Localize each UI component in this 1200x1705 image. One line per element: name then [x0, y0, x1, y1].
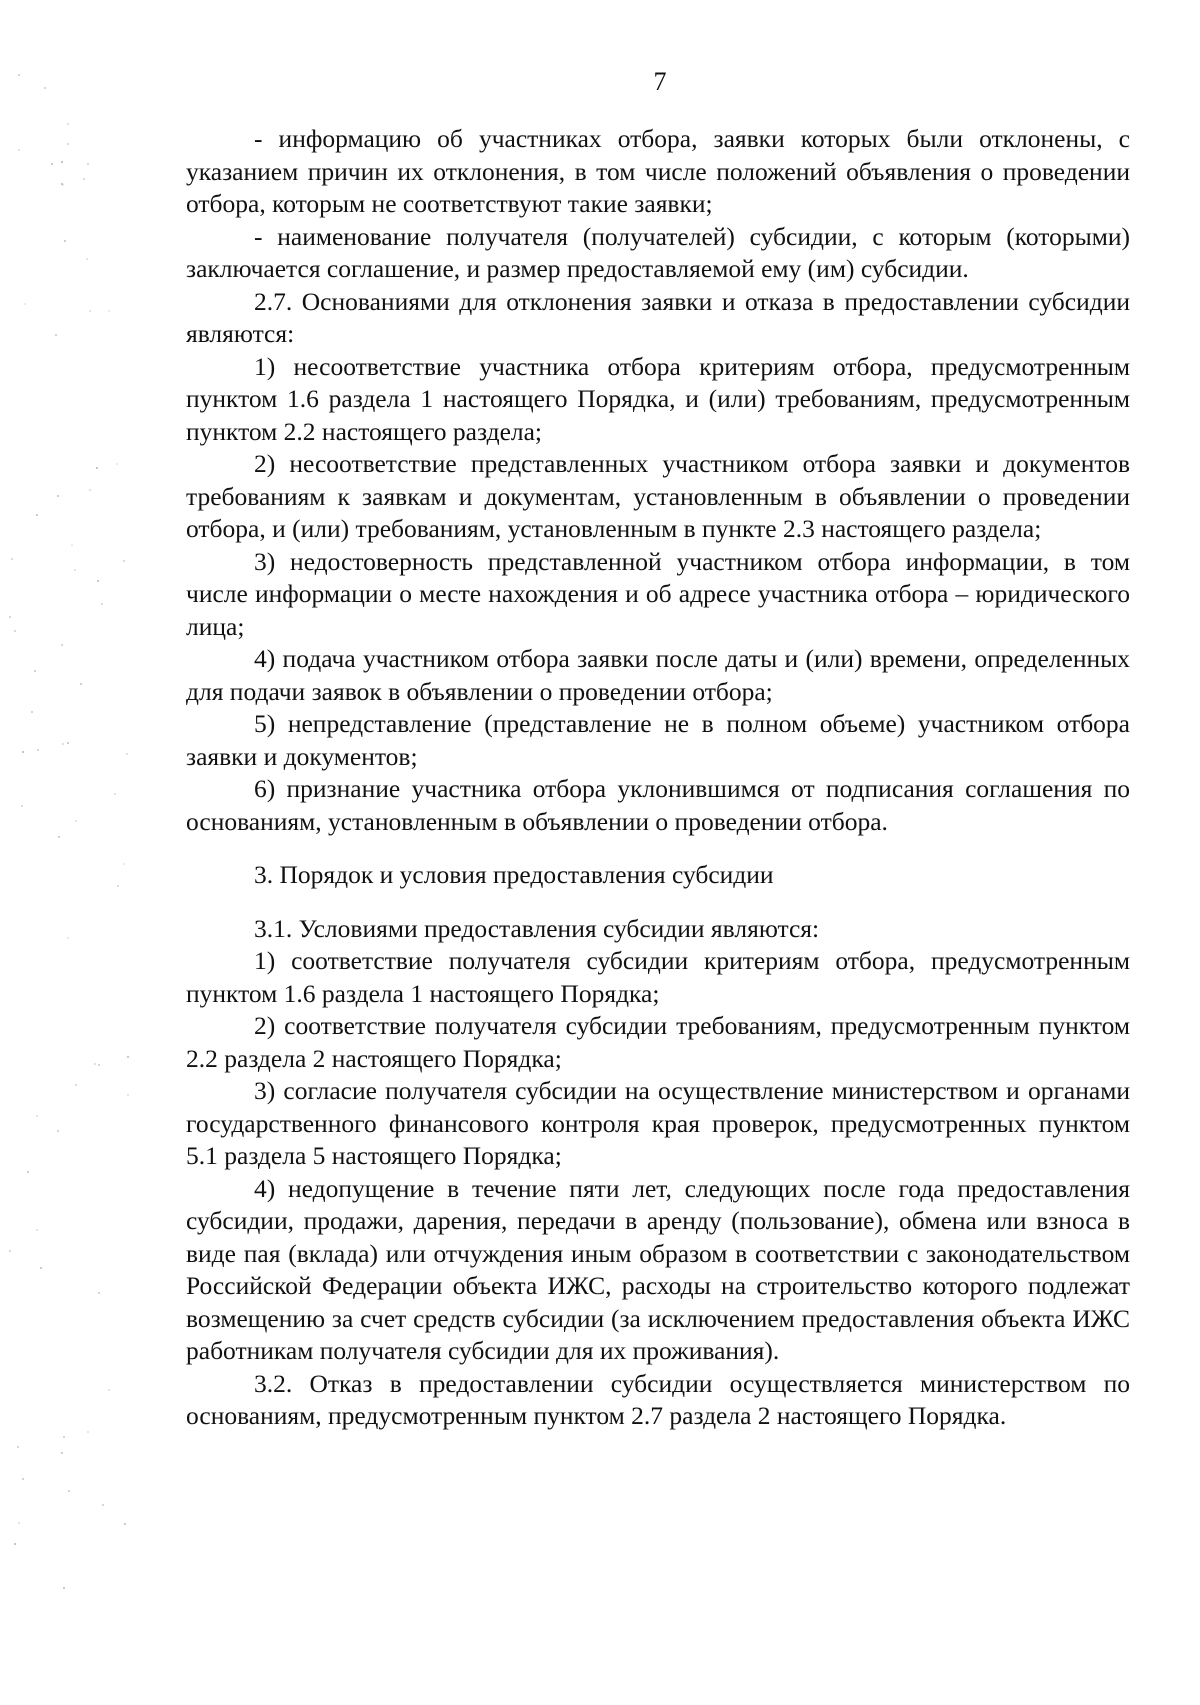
scan-margin-noise	[0, 0, 140, 1705]
paragraph-3-1-item-3: 3) согласие получателя субсидии на осуществление министерством и органами государственного финансового контроля края проверок, предусмотренных пунктом 5.1 раздела 5 настоящего Порядка;	[186, 1076, 1130, 1170]
scan-speck	[61, 161, 63, 163]
paragraph-2-7-item-3: 3) недостоверность представленной участником отбора информации, в том числе информации о месте нахождения и об адресе участника отбора – юридического лица;	[186, 546, 1130, 641]
paragraph-3-2-refusal: 3.2. Отказ в предоставлении субсидии осуществляется министерством по основаниям, предусмотренным пунктом 2.7 раздела 2 настоящего Порядка.	[186, 1368, 1130, 1430]
paragraph-3-1-item-2: 2) соответствие получателя субсидии требованиям, предусмотренным пунктом 2.2 раздела 2 настоящего Порядка;	[186, 1011, 1130, 1073]
scan-speck	[127, 1094, 129, 1096]
scan-speck	[40, 1267, 42, 1269]
scan-speck	[63, 1436, 65, 1438]
paragraph-3-1-conditions: 3.1. Условиями предоставления субсидии являются:	[254, 913, 820, 943]
scan-speck	[96, 467, 98, 469]
scan-speck	[21, 805, 23, 807]
scan-speck	[36, 514, 38, 516]
scan-speck	[22, 751, 24, 753]
scan-speck	[18, 1522, 20, 1524]
scan-speck	[116, 463, 118, 465]
scan-speck	[83, 178, 85, 180]
document-body	[186, 123, 1130, 1433]
scan-speck	[27, 1171, 29, 1173]
paragraph-2-7-item-1: 1) несоответствие участника отбора критериям отбора, предусмотренным пунктом 1.6 раздела 1 настоящего Порядка, и (или) требованиям, предусмотренным пунктом 2.2 настоящего раздела;	[186, 351, 1130, 446]
scan-speck	[98, 1292, 100, 1294]
scan-speck	[67, 937, 69, 939]
paragraph-recipient-name: - наименование получателя (получателей) субсидии, с которым (которыми) заключается соглашение, и размер предоставляемой ему (им) субсидии.	[186, 221, 1130, 283]
scan-speck	[67, 742, 69, 744]
paragraph-3-1-item-1: 1) соответствие получателя субсидии критериям отбора, предусмотренным пунктом 1.6 раздела 1 настоящего Порядка;	[186, 946, 1130, 1008]
scan-speck	[126, 753, 128, 755]
scan-speck	[14, 1543, 16, 1545]
scan-speck	[123, 863, 125, 865]
paragraph-2-7-grounds: 2.7. Основаниями для отклонения заявки и отказа в предоставлении субсидии являются:	[186, 286, 1130, 348]
scan-speck	[51, 163, 53, 165]
scan-speck	[34, 670, 36, 672]
scan-speck	[64, 240, 66, 242]
scan-speck	[61, 644, 63, 646]
scan-speck	[67, 143, 69, 145]
scan-speck	[75, 1084, 77, 1086]
scan-speck	[18, 149, 20, 151]
scan-speck	[36, 1229, 38, 1231]
scan-speck	[17, 1446, 19, 1448]
scan-speck	[63, 1587, 65, 1589]
scan-speck	[24, 303, 26, 305]
scan-speck	[68, 1490, 70, 1492]
paragraph-2-7-item-5: 5) непредставление (представление не в полном объеме) участником отбора заявки и документов;	[186, 709, 1130, 771]
scan-speck	[97, 580, 99, 582]
scan-speck	[31, 711, 33, 713]
scan-speck	[80, 683, 82, 685]
scan-speck	[61, 183, 63, 185]
scan-speck	[9, 1250, 11, 1252]
scan-speck	[108, 1389, 110, 1391]
scan-speck	[114, 793, 116, 795]
paragraph-3-1-item-4: 4) недопущение в течение пяти лет, следующих после года предоставления субсидии, продажи, дарения, передачи в аренду (пользование), обмена или взноса в виде пая (вклада) или отчуждения иным образом в соответствии с законодательством Российской Федерации объекта ИЖС, расходы на строительство которого подлежат возмещению за счет средств субсидии (за исключением предоставления объекта ИЖС работникам получателя субсидии для их проживания).	[186, 1173, 1130, 1365]
scan-speck	[58, 836, 60, 838]
scan-speck	[36, 1115, 38, 1117]
scan-speck	[57, 1130, 59, 1132]
scan-speck	[11, 558, 13, 560]
scan-speck	[61, 1452, 63, 1454]
scan-speck	[37, 749, 39, 751]
paragraph-2-7-item-2: 2) несоответствие представленных участником отбора заявки и документов требованиям к заявкам и документам, установленным в объявлении о проведении отбора, и (или) требованиям, установленным в пункте 2.3 настоящего раздела;	[186, 449, 1130, 543]
scan-speck	[62, 184, 64, 186]
scan-speck	[108, 310, 110, 312]
section-spacer	[186, 838, 1130, 859]
paragraph-info-rejected-participants: - информацию об участниках отбора, заявки которых были отклонены, с указанием причин их отклонения, в том числе положений объявления о проведении отбора, которым не соответствуют такие заявки;	[186, 124, 1130, 218]
paragraph-2-7-item-4: 4) подача участником отбора заявки после даты и (или) времени, определенных для подачи заявок в объявлении о проведении отбора;	[186, 644, 1130, 706]
paragraph-2-7-item-6: 6) признание участника отбора уклонившимся от подписания соглашения по основаниям, установленным в объявлении о проведении отбора.	[186, 774, 1130, 836]
section-3-heading: 3. Порядок и условия предоставления субсидии	[254, 860, 774, 889]
scan-speck	[117, 885, 119, 887]
scan-speck	[98, 1064, 100, 1066]
scan-speck	[87, 1431, 89, 1433]
scan-speck	[62, 743, 64, 745]
scan-speck	[94, 1063, 96, 1065]
scan-speck	[55, 334, 57, 336]
scan-speck	[86, 258, 88, 260]
scan-speck	[123, 560, 125, 562]
scan-speck	[124, 1523, 126, 1525]
scan-speck	[57, 495, 59, 497]
scan-speck	[14, 630, 16, 632]
scan-speck	[127, 1056, 129, 1058]
scan-speck	[89, 310, 91, 312]
scan-speck	[102, 1504, 104, 1506]
scan-speck	[67, 123, 69, 125]
scan-speck	[89, 489, 91, 491]
scan-speck	[71, 544, 73, 546]
scan-speck	[75, 820, 77, 822]
page-number: 7	[653, 67, 667, 96]
scan-speck	[101, 603, 103, 605]
scan-speck	[9, 616, 11, 618]
section-spacer	[186, 892, 1130, 913]
scan-speck	[87, 163, 89, 165]
scan-speck	[74, 569, 76, 571]
scan-speck	[22, 1478, 24, 1480]
